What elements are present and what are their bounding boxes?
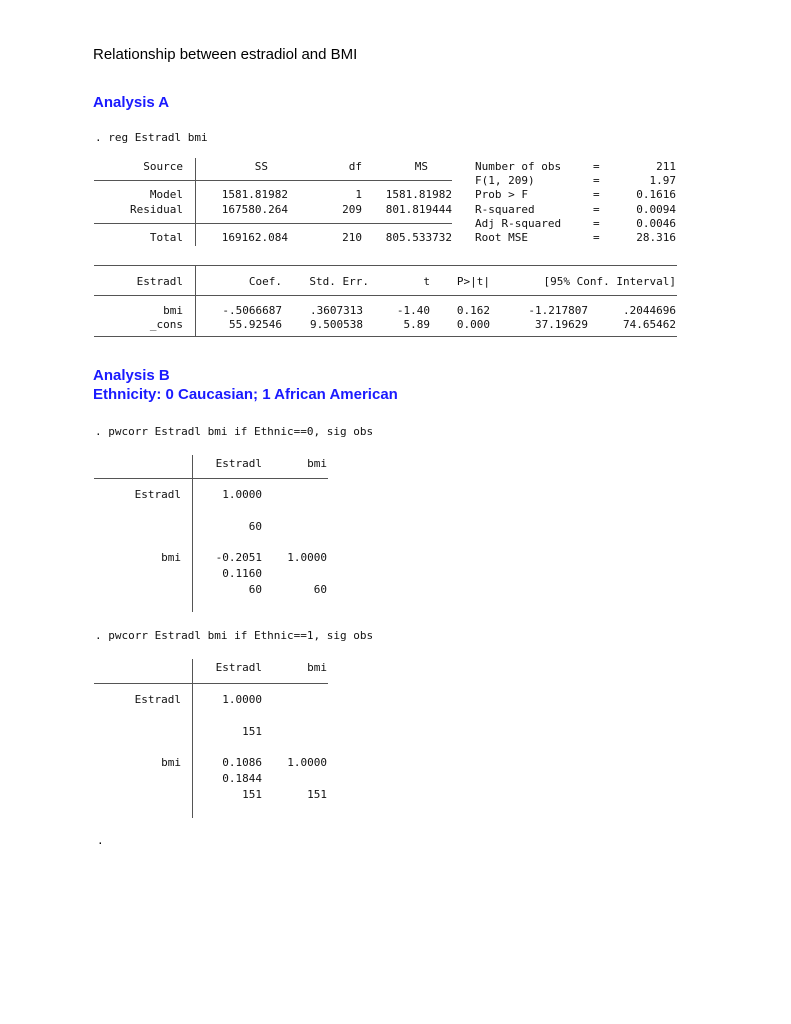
anova-cell: 801.819444 bbox=[385, 203, 452, 216]
stat-value: 211 bbox=[656, 160, 676, 173]
coef-cell: 0.162 bbox=[456, 304, 490, 317]
pwcorr-obs: 60 bbox=[248, 583, 262, 596]
coef-header: Std. Err. bbox=[309, 275, 369, 288]
stat-value: 28.316 bbox=[636, 231, 676, 244]
anova-cell: 1 bbox=[355, 188, 362, 201]
coef-cell: -.5066687 bbox=[222, 304, 282, 317]
anova-header-ms: MS bbox=[414, 160, 428, 173]
pwcorr-coefficient: 1.0000 bbox=[287, 756, 327, 769]
anova-cell: 167580.264 bbox=[221, 203, 288, 216]
stat-label: Prob > F bbox=[475, 188, 528, 201]
pwcorr-col-header: bmi bbox=[307, 661, 327, 674]
anova-vertical-rule bbox=[195, 158, 196, 246]
coef-rule-top bbox=[94, 265, 677, 266]
pwcorr-obs: 60 bbox=[313, 583, 327, 596]
stat-equals: = bbox=[593, 203, 600, 216]
anova-row-label: Residual bbox=[130, 203, 183, 216]
coef-cell: -1.40 bbox=[396, 304, 430, 317]
stat-label: Adj R-squared bbox=[475, 217, 562, 230]
pwcorr-header-rule bbox=[94, 683, 328, 684]
stat-value: 0.1616 bbox=[636, 188, 676, 201]
anova-rule-total bbox=[94, 223, 452, 224]
coef-cell: -1.217807 bbox=[528, 304, 588, 317]
coef-row-label: bmi bbox=[163, 304, 183, 317]
coef-cell: 0.000 bbox=[456, 318, 490, 331]
coef-rule-header bbox=[94, 295, 677, 296]
analysis-b-heading: Analysis B bbox=[93, 367, 170, 384]
anova-row-label: Model bbox=[149, 188, 183, 201]
analysis-a-heading: Analysis A bbox=[93, 94, 170, 111]
pwcorr-obs: 151 bbox=[242, 725, 262, 738]
anova-cell: 210 bbox=[342, 231, 362, 244]
stat-label: R-squared bbox=[475, 203, 535, 216]
pwcorr-obs: 151 bbox=[307, 788, 327, 801]
reg-command: . reg Estradl bmi bbox=[95, 131, 208, 144]
ethnicity-legend: Ethnicity: 0 Caucasian; 1 African American bbox=[93, 386, 398, 403]
anova-cell: 1581.81982 bbox=[221, 188, 288, 201]
stat-value: 1.97 bbox=[649, 174, 676, 187]
pwcorr-obs: 60 bbox=[248, 520, 262, 533]
pwcorr-significance: 0.1160 bbox=[222, 567, 262, 580]
stat-equals: = bbox=[593, 174, 600, 187]
pwcorr-obs: 151 bbox=[242, 788, 262, 801]
stat-equals: = bbox=[593, 217, 600, 230]
pwcorr-command: . pwcorr Estradl bmi if Ethnic==0, sig obs bbox=[95, 425, 374, 438]
coef-header: t bbox=[423, 275, 430, 288]
coef-header: [95% Conf. Interval] bbox=[543, 275, 676, 288]
stat-equals: = bbox=[593, 188, 600, 201]
pwcorr-row-label: Estradl bbox=[134, 693, 181, 706]
anova-rule-top bbox=[94, 180, 452, 181]
pwcorr-coefficient: 1.0000 bbox=[222, 488, 262, 501]
coef-header: Coef. bbox=[248, 275, 282, 288]
coef-cell: 5.89 bbox=[403, 318, 430, 331]
pwcorr-row-label: bmi bbox=[161, 551, 181, 564]
pwcorr-significance: 0.1844 bbox=[222, 772, 262, 785]
pwcorr-coefficient: 1.0000 bbox=[287, 551, 327, 564]
pwcorr-header-rule bbox=[94, 478, 328, 479]
stat-label: Number of obs bbox=[475, 160, 562, 173]
coef-rule-bottom bbox=[94, 336, 677, 337]
pwcorr-col-header: Estradl bbox=[215, 457, 262, 470]
anova-cell: 209 bbox=[342, 203, 362, 216]
anova-cell: 169162.084 bbox=[221, 231, 288, 244]
coef-vertical-rule bbox=[195, 266, 196, 336]
coef-row-label: _cons bbox=[149, 318, 183, 331]
page-title: Relationship between estradiol and BMI bbox=[93, 46, 358, 63]
pwcorr-col-header: Estradl bbox=[215, 661, 262, 674]
coef-cell: 9.500538 bbox=[310, 318, 363, 331]
pwcorr-col-header: bmi bbox=[307, 457, 327, 470]
pwcorr-command: . pwcorr Estradl bmi if Ethnic==1, sig obs bbox=[95, 629, 374, 642]
coef-cell: .3607313 bbox=[310, 304, 363, 317]
stat-label: F(1, 209) bbox=[475, 174, 535, 187]
coef-cell: 55.92546 bbox=[229, 318, 282, 331]
coef-header: Estradl bbox=[136, 275, 183, 288]
stat-equals: = bbox=[593, 160, 600, 173]
pwcorr-coefficient: 0.1086 bbox=[222, 756, 262, 769]
pwcorr-row-label: bmi bbox=[161, 756, 181, 769]
anova-header-df: df bbox=[348, 160, 362, 173]
pwcorr-row-label: Estradl bbox=[134, 488, 181, 501]
anova-row-label: Total bbox=[149, 231, 183, 244]
stat-equals: = bbox=[593, 231, 600, 244]
coef-cell: 74.65462 bbox=[623, 318, 676, 331]
anova-cell: 1581.81982 bbox=[385, 188, 452, 201]
anova-header-source: Source bbox=[143, 160, 183, 173]
stat-value: 0.0046 bbox=[636, 217, 676, 230]
coef-header: P>|t| bbox=[456, 275, 490, 288]
stat-value: 0.0094 bbox=[636, 203, 676, 216]
anova-header-ss: SS bbox=[254, 160, 268, 173]
anova-cell: 805.533732 bbox=[385, 231, 452, 244]
coef-cell: 37.19629 bbox=[535, 318, 588, 331]
pwcorr-coefficient: 1.0000 bbox=[222, 693, 262, 706]
coef-cell: .2044696 bbox=[623, 304, 676, 317]
final-prompt: . bbox=[97, 834, 104, 847]
stat-label: Root MSE bbox=[475, 231, 528, 244]
pwcorr-coefficient: -0.2051 bbox=[215, 551, 262, 564]
